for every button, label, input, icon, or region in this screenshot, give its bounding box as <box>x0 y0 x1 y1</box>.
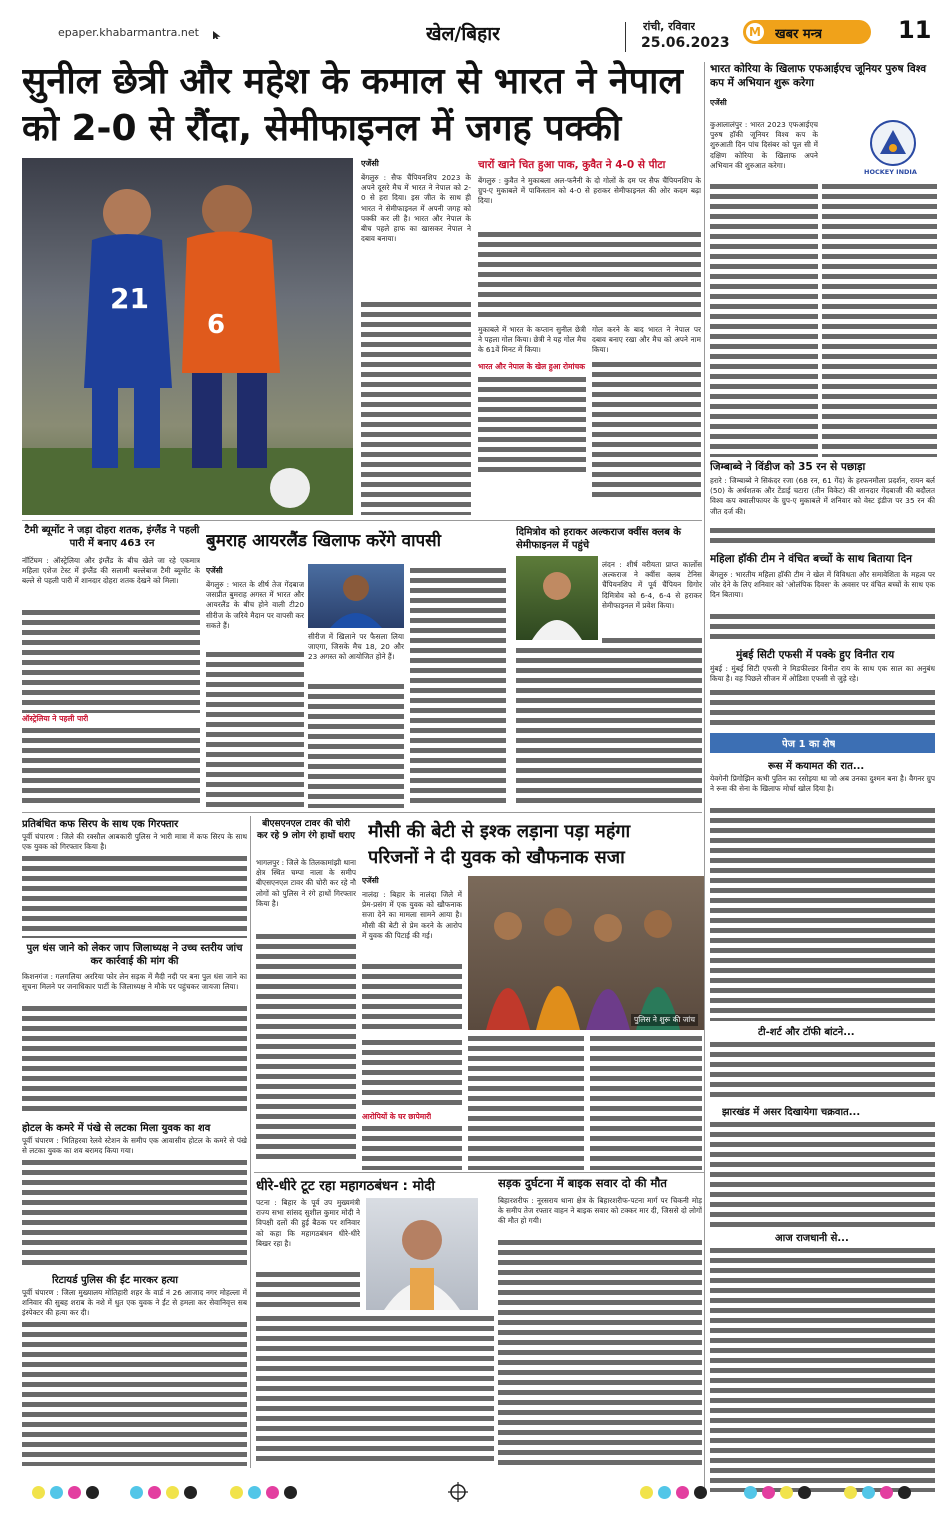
love-lines-c <box>590 1034 702 1170</box>
right-top-headline: भारत कोरिया के खिलाफ एफआईएच जूनियर पुरुष विश्व कप में अभियान शुरू करेगा <box>710 63 927 89</box>
middle-bottom-rule <box>22 812 702 813</box>
bumrah-lines-b <box>308 682 404 808</box>
hotel-body: पूर्वी चंपारण : भितिहरवा रेलवे स्टेशन के समीप एक आवासीय होटल के कमरे से पंखे से लटका युवक का शव बरामद किया गया। <box>22 1136 247 1156</box>
registration-dot <box>780 1486 793 1499</box>
women-hockey-body: बेंगलुरु : भारतीय महिला हॉकी टीम ने खेल में विविधता और समावेशिता के महत्व पर जोर देने के लिए शनिवार को 'ओलंपिक दिवस' के अवसर पर वंचित बच्चों के साथ एक दिन बिताया। <box>710 570 935 600</box>
registration-dot <box>640 1486 653 1499</box>
lead-photo <box>22 158 353 515</box>
footballers-illustration <box>22 158 353 515</box>
lead-col-3 <box>592 325 701 515</box>
bsnl-lines <box>256 932 356 1164</box>
registration-dot <box>32 1486 45 1499</box>
lead-headline-1: सुनील छेत्री और महेश के कमाल से भारत ने नेपाल <box>22 61 683 102</box>
smuggler-lines <box>22 854 247 938</box>
registration-dot <box>880 1486 893 1499</box>
registration-target-icon <box>448 1482 468 1502</box>
registration-dot <box>86 1486 99 1499</box>
page-one-label-bar <box>710 733 935 753</box>
love-lines-b <box>468 1034 584 1170</box>
registration-dot <box>184 1486 197 1499</box>
love-headline-2: परिजनों ने दी युवक को खौफनाक सजा <box>368 847 625 868</box>
women-hockey-lines <box>710 612 935 642</box>
registration-dot <box>166 1486 179 1499</box>
registration-dot <box>898 1486 911 1499</box>
alcaraz-headline: दिमित्रोव को हराकर अल्कराज क्वींस क्लब के सेमीफाइनल में पहुंचे <box>516 527 681 551</box>
mumbai-lines <box>710 688 935 728</box>
bumrah-lines-c <box>410 566 506 808</box>
modi-headline: धीरे-धीरे टूट रहा महागठबंधन : मोदी <box>256 1178 435 1194</box>
smuggler-headline: प्रतिबंधित कफ सिरप के साथ एक गिरफ्तार <box>22 819 179 830</box>
teacher-lines <box>22 1320 247 1466</box>
registration-dot <box>148 1486 161 1499</box>
bumrah-headline: बुमराह आयरलैंड खिलाफ करेंगे वापसी <box>206 531 442 551</box>
registration-dot <box>762 1486 775 1499</box>
smuggler-body: पूर्वी चंपारण : जिले की रक्सौल आबकारी पुलिस ने भारी मात्रा में कफ सिरप के साथ एक युवक को गिरफ्तार किया है। <box>22 832 247 852</box>
registration-dot <box>230 1486 243 1499</box>
alcaraz-lines-a <box>602 636 702 644</box>
page-one-lines-4 <box>710 1246 935 1492</box>
masthead-divider <box>625 22 626 52</box>
pak-headline: चारों खाने चित हुआ पाक, कुवैत ने 4-0 से पीटा <box>478 159 666 171</box>
registration-dot <box>676 1486 689 1499</box>
right-top-lines-a <box>710 182 818 457</box>
registration-dot <box>50 1486 63 1499</box>
lower-mid-rule <box>254 1172 704 1173</box>
alcaraz-body: लंदन : शीर्ष वरीयता प्राप्त कार्लोस अल्कराज ने क्वींस क्लब टेनिस चैंपियनशिप में पूर्व चैंपियन ग्रिगोर दिमित्रोव को 6-4, 6-4 से हराकर सेमीफाइनल में प्रवेश किया। <box>602 560 702 610</box>
love-body: नालंदा : बिहार के नालंदा जिले में प्रेम-प्रसंग में एक युवक को खौफनाक सजा देने का मामला सामने आया है। मौसी की बेटी से प्रेम करने के आरोप में युवक की पिटाई की गई। <box>362 890 462 940</box>
zim-headline: जिम्बाब्वे ने विंडीज को 35 रन से पछाड़ा <box>710 461 866 473</box>
england-body: नॉटिंघम : ऑस्ट्रेलिया और इंग्लैंड के बीच खेले जा रहे एकमात्र महिला एशेज टेस्ट में इंग्लैंड की सलामी बल्लेबाज टैमी ब्यूमोंट के बल्ले से पहली पारी में शानदार दोहरा शतक देखने को मिला। <box>22 556 200 586</box>
modi-lines-b <box>256 1314 494 1466</box>
lead-col-2-lines <box>478 375 586 475</box>
lead-col-3-lines <box>592 360 701 500</box>
right-column-rule <box>704 62 705 1492</box>
svg-text:6: 6 <box>207 310 226 340</box>
alcaraz-photo <box>516 556 598 640</box>
modi-body: पटना : बिहार के पूर्व उप मुख्यमंत्री राज्य सभा सांसद सुशील कुमार मोदी ने विपक्षी दलों की हुई बैठक पर शनिवार को कहा कि महागठबंधन धीरे-धीरे बिखर रहा है। <box>256 1198 360 1248</box>
registration-dot <box>266 1486 279 1499</box>
pak-body-lines <box>478 230 701 320</box>
brand-m-icon: M <box>746 23 764 41</box>
pak-body: बेंगलुरु : कुवैत ने मुकाबला अल-फनैनी के दो गोलों के दम पर सैफ चैंपियनशिप के ग्रुप-ए मुकाबले में पाकिस्तान को 4-0 से हराकर सेमीफाइनल की ओर कदम बढ़ा दिया। <box>478 176 701 206</box>
hotel-headline: होटल के कमरे में पंखे से लटका मिला युवक का शव <box>22 1123 211 1134</box>
page-one-h3: झारखंड में असर दिखायेगा चक्रवात... <box>722 1107 861 1118</box>
accident-lines <box>498 1238 702 1466</box>
bridge-headline: पुल धंस जाने को लेकर जाप जिलाध्यक्ष ने उच्च स्तरीय जांच कर कार्रवाई की मांग की <box>26 943 243 967</box>
bumrah-photo <box>308 564 404 628</box>
lead-dateline: बेंगलुरु : सैफ चैंपियनशिप 2023 के अपने दूसरे मैच में भारत ने नेपाल को 2-0 से हरा दिया। इस जीत के साथ ही भारत ने सेमीफाइनल में अपनी जगह को पक्की कर ली है। भारत और नेपाल के बीच पहले हाफ का खासकर नेपाल ने दबाव बनाया। <box>361 173 471 244</box>
lead-agency: एजेंसी <box>361 159 379 168</box>
masthead-site[interactable]: epaper.khabarmantra.net <box>58 26 199 39</box>
brand-logo <box>743 20 871 44</box>
registration-dot <box>658 1486 671 1499</box>
england-sub: ऑस्ट्रेलिया ने पहली पारी <box>22 714 89 723</box>
brand-name: खबर मन्त्र <box>775 27 823 42</box>
lead-headline-2: को 2-0 से रौंदा, सेमीफाइनल में जगह पक्की <box>22 108 622 149</box>
mumbai-headline: मुंबई सिटी एफसी में पक्के हुए विनीत राय <box>736 649 895 661</box>
lead-bottom-rule <box>22 520 702 521</box>
love-lines-d <box>362 1038 462 1108</box>
bsnl-headline: बीएसएनएल टावर की चोरी कर रहे 9 लोग रंगे हाथों धराए <box>256 819 356 841</box>
bridge-lines <box>22 1004 247 1116</box>
women-hockey-headline: महिला हॉकी टीम ने वंचित बच्चों के साथ बिताया दिन <box>710 553 913 565</box>
masthead-city-day: रांची, रविवार <box>643 20 696 33</box>
page-one-label: पेज 1 का शेष <box>782 739 836 750</box>
love-photo-caption: पुलिस ने शुरू की जांच <box>631 1014 698 1026</box>
registration-dot <box>862 1486 875 1499</box>
masthead-date: 25.06.2023 <box>641 35 730 51</box>
mumbai-body: मुंबई : मुंबई सिटी एफसी ने मिडफील्डर विनीत राय के साथ एक साल का अनुबंध किया है। वह पिछले सीजन में ओडिशा एफसी से जुड़े रहे। <box>710 664 935 684</box>
right-top-agency: एजेंसी <box>710 98 727 107</box>
pak-story <box>478 158 701 320</box>
lead-col-2 <box>478 325 586 515</box>
love-lines-a <box>362 962 462 1034</box>
teacher-body: पूर्वी चंपारण : जिला मुख्यालय मोतिहारी शहर के वार्ड नं 26 आजाद नगर मोहल्ला में शनिवार की सुबह शराब के नशे में धुत एक युवक ने ईंट से हमला कर सेवानिवृत्त सब इंस्पेक्टर की हत्या कर दी। <box>22 1288 247 1318</box>
page-one-lines-1 <box>710 806 935 1021</box>
svg-text:21: 21 <box>110 282 149 315</box>
registration-dot <box>68 1486 81 1499</box>
teacher-headline: रिटायर्ड पुलिस की ईंट मारकर हत्या <box>52 1275 178 1286</box>
zim-body: हरारे : जिम्बाब्वे ने सिकंदर रजा (68 रन, 61 गेंद) के हरफनमौला प्रदर्शन, रायन बर्ल (50) के अर्धशतक और टेंडाई चटारा (तीन विकेट) की शानदार गेंदबाजी की बदौलत विश्व कप क्वालीफायर के ग्रुप-ए मुकाबले में शनिवार को वेस्ट इंडीज पर 35 रन की जीत दर्ज की। <box>710 476 935 516</box>
modi-photo <box>366 1198 478 1310</box>
lead-body-lines <box>361 300 471 515</box>
cursor-icon <box>212 27 222 39</box>
lead-sub-col-1: मुकाबले में भारत के कप्तान सुनील छेत्री ने पहला गोल किया। छेत्री ने यह गोल मैच के 61वें मिनट में किया। <box>478 325 586 355</box>
alcaraz-lines-b <box>516 646 702 808</box>
registration-dot <box>694 1486 707 1499</box>
accident-headline: सड़क दुर्घटना में बाइक सवार दो की मौत <box>498 1176 667 1190</box>
bridge-body: किशनगंज : गलगलिया अररिया फोर लेन सड़क में मैदी नदी पर बना पुल धंस जाने का सूचना मिलने पर जनाधिकार पार्टी के जिलाध्यक्ष ने मौके पर पहुंचकर जायजा लिया। <box>22 972 247 992</box>
page-one-h4: आज राजधानी से... <box>775 1233 849 1244</box>
registration-dot <box>130 1486 143 1499</box>
page-one-lines-2 <box>710 1040 935 1100</box>
accident-body: बिहारशरीफ : नूरसराय थाना क्षेत्र के बिहारशरीफ-पटना मार्ग पर चिकनी मोड़ के समीप तेज रफ्तार वाहन ने बाइक सवार को टक्कर मार दी, जिससे दो लोगों की मौत हो गयी। <box>498 1196 702 1226</box>
bumrah-agency: एजेंसी <box>206 566 223 575</box>
right-top-dateline: कुआलालंपुर : भारत 2023 एफआईएच पुरुष हॉकी जूनियर विश्व कप के शुरुआती दिन पांच दिसंबर को पूल सी में दक्षिण कोरिया के खिलाफ अपने अभियान की शुरुआत करेगा। <box>710 120 818 170</box>
england-lines-b <box>22 726 200 806</box>
page-one-h1: रूस में कयामत की रात... <box>768 761 865 772</box>
modi-lines-a <box>256 1270 360 1310</box>
registration-dot <box>798 1486 811 1499</box>
left-column-rule <box>250 816 251 1468</box>
registration-dot <box>248 1486 261 1499</box>
page-one-body: येवगेनी प्रिगोझिन कभी पुतिन का रसोइया था जो अब उनका दुश्मन बना है। वैगनर ग्रुप ने रूस की सेना के खिलाफ मोर्चा खोल दिया है। <box>710 774 935 794</box>
right-top-lines-b <box>822 182 937 457</box>
lead-text <box>361 158 471 515</box>
lead-sub-col-2: गोल करने के बाद भारत ने नेपाल पर दबाव बनाए रखा और मैच को अपने नाम किया। <box>592 325 701 355</box>
print-registration-strip <box>0 1478 945 1517</box>
registration-dot <box>284 1486 297 1499</box>
love-lines-e <box>362 1124 462 1170</box>
zim-lines <box>710 526 935 546</box>
masthead <box>0 0 945 58</box>
hotel-lines <box>22 1158 247 1268</box>
love-headline-1: मौसी की बेटी से इश्क लड़ाना पड़ा महंगा <box>368 821 631 842</box>
bsnl-body: भागलपुर : जिले के तिलकामांझी थाना क्षेत्र स्थित चम्पा नाला के समीप बीएसएनएल टावर की चोरी कर रहे नौ लोगों को पुलिस ने रंगे हाथों गिरफ्तार किया है। <box>256 858 356 908</box>
page-one-h2: टी-शर्ट और टॉफी बांटने... <box>758 1027 855 1038</box>
bumrah-caption: सीरीज में खिलाने पर फैसला लिया जाएगा, जिसके मैच 18, 20 और 23 अगस्त को आयोजित होने हैं। <box>308 632 404 662</box>
page-number: 11 <box>898 16 932 44</box>
lead-mini-head: भारत और नेपाल के खेल हुआ रोमांचक <box>478 361 586 371</box>
hockey-logo-text: HOCKEY INDIA <box>864 168 917 176</box>
masthead-section: खेल/बिहार <box>426 23 500 45</box>
love-photo <box>468 876 704 1030</box>
registration-dot <box>744 1486 757 1499</box>
hockey-india-logo <box>858 116 928 178</box>
bumrah-lines-a <box>206 650 304 808</box>
love-mini-head: आरोपियों के घर छापेमारी <box>362 1112 432 1121</box>
love-agency: एजेंसी <box>362 876 379 885</box>
bumrah-body: बेंगलुरु : भारत के शीर्ष तेज गेंदबाज जसप्रीत बुमराह अगस्त में भारत और आयरलैंड के बीच होने वाली टी20 सीरीज के जरिये मैदान पर वापसी कर सकते हैं। <box>206 580 304 630</box>
england-lines-a <box>22 608 200 713</box>
page-one-lines-3 <box>710 1120 935 1228</box>
england-headline: टैमी ब्यूमोंट ने जड़ा दोहरा शतक, इंग्लैंड ने पहली पारी में बनाए 463 रन <box>24 525 200 549</box>
registration-dot <box>844 1486 857 1499</box>
